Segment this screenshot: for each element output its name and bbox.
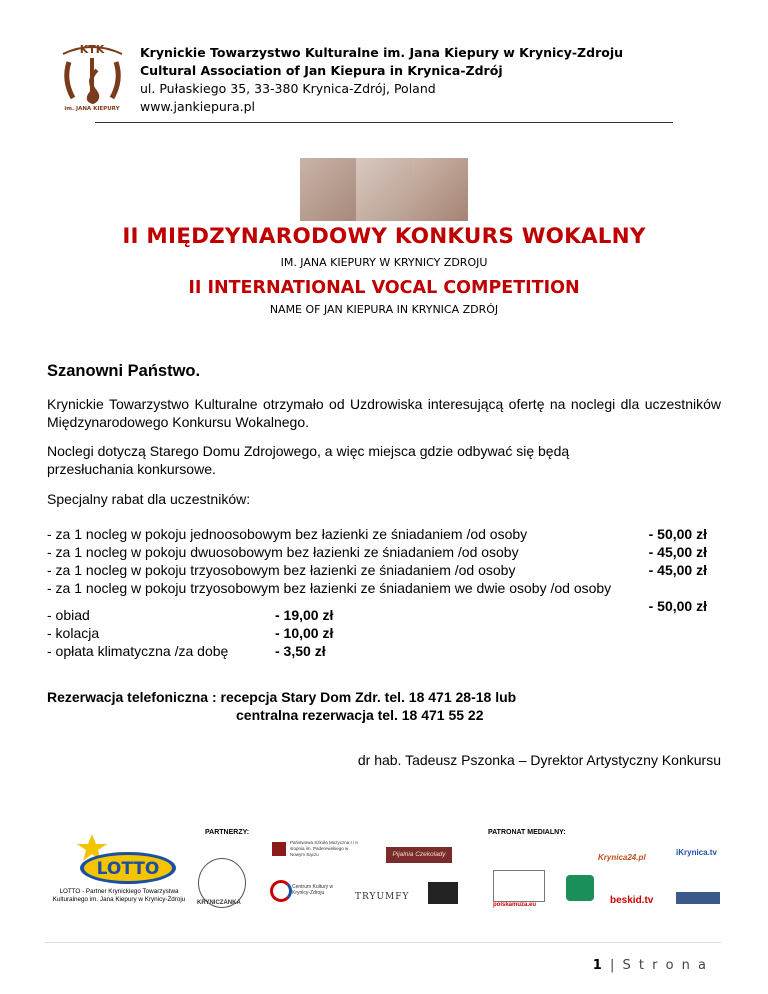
room-price: - 45,00 zł (648, 544, 707, 560)
extra-label: - opłata klimatyczna /za dobę (47, 643, 229, 659)
discount-intro: Specjalny rabat dla uczestników: (47, 491, 251, 507)
paragraph-location-line-1: Noclegi dotyczą Starego Domu Zdrojowego, a więc miejsca gdzie odbywać się będą (47, 443, 570, 459)
media-label: PATRONAT MEDIALNY: (488, 829, 566, 836)
page-number: 1 | S t r o n a (592, 958, 708, 973)
krynica24-logo: Krynica24.pl (598, 853, 646, 862)
logo-sub: im. JANA KIEPURY (64, 106, 120, 112)
tv-logo (676, 892, 720, 904)
extra-label: - kolacja (47, 625, 100, 641)
room-label: - za 1 nocleg w pokoju trzyosobowym bez łazienki ze śniadaniem we dwie osoby /od osoby (47, 580, 612, 596)
ktk-logo (55, 40, 130, 112)
paragraph-location (47, 442, 721, 478)
partners-label: PARTNERZY: (205, 829, 250, 836)
header-block (140, 44, 623, 116)
header-line-3: ul. Pułaskiego 35, 33-380 Krynica-Zdrój, Poland (140, 81, 436, 96)
portrait-image (412, 158, 468, 221)
room-price: - 50,00 zł (648, 598, 707, 614)
portrait-image (356, 158, 412, 221)
subtitle-pl: IM. JANA KIEPURY W KRYNICY ZDROJU (280, 256, 488, 269)
extra-label: - obiad (47, 607, 90, 623)
beskid-logo: beskid.tv (610, 895, 654, 906)
ikrynica-logo: iKrynica.tv (676, 848, 717, 857)
room-label: - za 1 nocleg w pokoju trzyosobowym bez łazienki ze śniadaniem /od osoby (47, 562, 516, 578)
header-line-2: Cultural Association of Jan Kiepura in Krynica-Zdrój (140, 63, 503, 78)
subtitle-en: NAME OF JAN KIEPURA IN KRYNICA ZDRÓJ (269, 303, 499, 316)
header-divider (95, 122, 673, 123)
paragraph-location-line-2: przesłuchania konkursowe. (47, 461, 216, 477)
greeting: Szanowni Państwo. (47, 362, 201, 380)
portrait-strip (300, 158, 468, 221)
room-price-row (47, 561, 707, 579)
room-label: - za 1 nocleg w pokoju dwuosobowym bez łazienki ze śniadaniem /od osoby (47, 544, 519, 560)
kryniczanka-text: KRYNICZANKA (197, 900, 241, 906)
page-word: S t r o n a (622, 958, 708, 973)
portrait-image (300, 158, 356, 221)
title-en: II INTERNATIONAL VOCAL COMPETITION (188, 278, 580, 298)
title-pl: II MIĘDZYNARODOWY KONKURS WOKALNY (122, 224, 646, 249)
centrum-text: Centrum Kultury w Krynicy-Zdroju (292, 884, 334, 896)
room-price-row (47, 579, 707, 615)
header-line-1: Krynickie Towarzystwo Kulturalne im. Jana Kiepury w Krynicy-Zdroju (140, 45, 624, 60)
extra-price: - 19,00 zł (275, 607, 334, 623)
tryumfy-logo: TRYUMFY (355, 892, 410, 902)
reservation-line-1: Rezerwacja telefoniczna : recepcja Stary Dom Zdr. tel. 18 471 28-18 lub (47, 689, 517, 705)
room-price-row (47, 525, 707, 543)
lotto-caption: LOTTO - Partner Krynickiego Towarzystwa Kulturalnego im. Jana Kiepury w Krynicy-Zdroju (52, 888, 186, 903)
radio-logo (566, 875, 594, 901)
header-line-4: www.jankiepura.pl (140, 99, 255, 114)
lotto-text: LOTTO (96, 859, 160, 879)
footer-divider (45, 942, 721, 943)
room-label: - za 1 nocleg w pokoju jednoosobowym bez łazienki ze śniadaniem /od osoby (47, 526, 528, 542)
paragraph-offer: Krynickie Towarzystwo Kulturalne otrzymało od Uzdrowiska interesującą ofertę na noclegi dla uczestników Międzynarodowego Konkursu Wokalnego. (47, 396, 721, 430)
polskamuza-logo (493, 870, 545, 902)
footer-logos (0, 820, 768, 930)
logo-text: KTK (79, 43, 105, 56)
room-price-row (47, 543, 707, 561)
extra-price: - 10,00 zł (275, 625, 334, 641)
page-num: 1 (592, 958, 604, 973)
reservation-line-2: centralna rezerwacja tel. 18 471 55 22 (236, 707, 484, 723)
signature: dr hab. Tadeusz Pszonka – Dyrektor Artystyczny Konkursu (357, 752, 721, 768)
school-logo (272, 842, 286, 856)
room-price: - 45,00 zł (648, 562, 707, 578)
lotto-logo (70, 832, 180, 887)
dark-logo (428, 882, 458, 904)
room-price: - 50,00 zł (648, 526, 707, 542)
polskamuza-text: polskamuza.eu (493, 902, 537, 908)
centrum-logo (270, 880, 292, 902)
extra-price: - 3,50 zł (275, 643, 326, 659)
pijalnia-logo: Pijalnia Czekolady (386, 847, 452, 863)
school-text: Państwowa Szkoła Muzyczna I i II stopnia im. Paderewskiego w Nowym Sączu (290, 840, 358, 857)
